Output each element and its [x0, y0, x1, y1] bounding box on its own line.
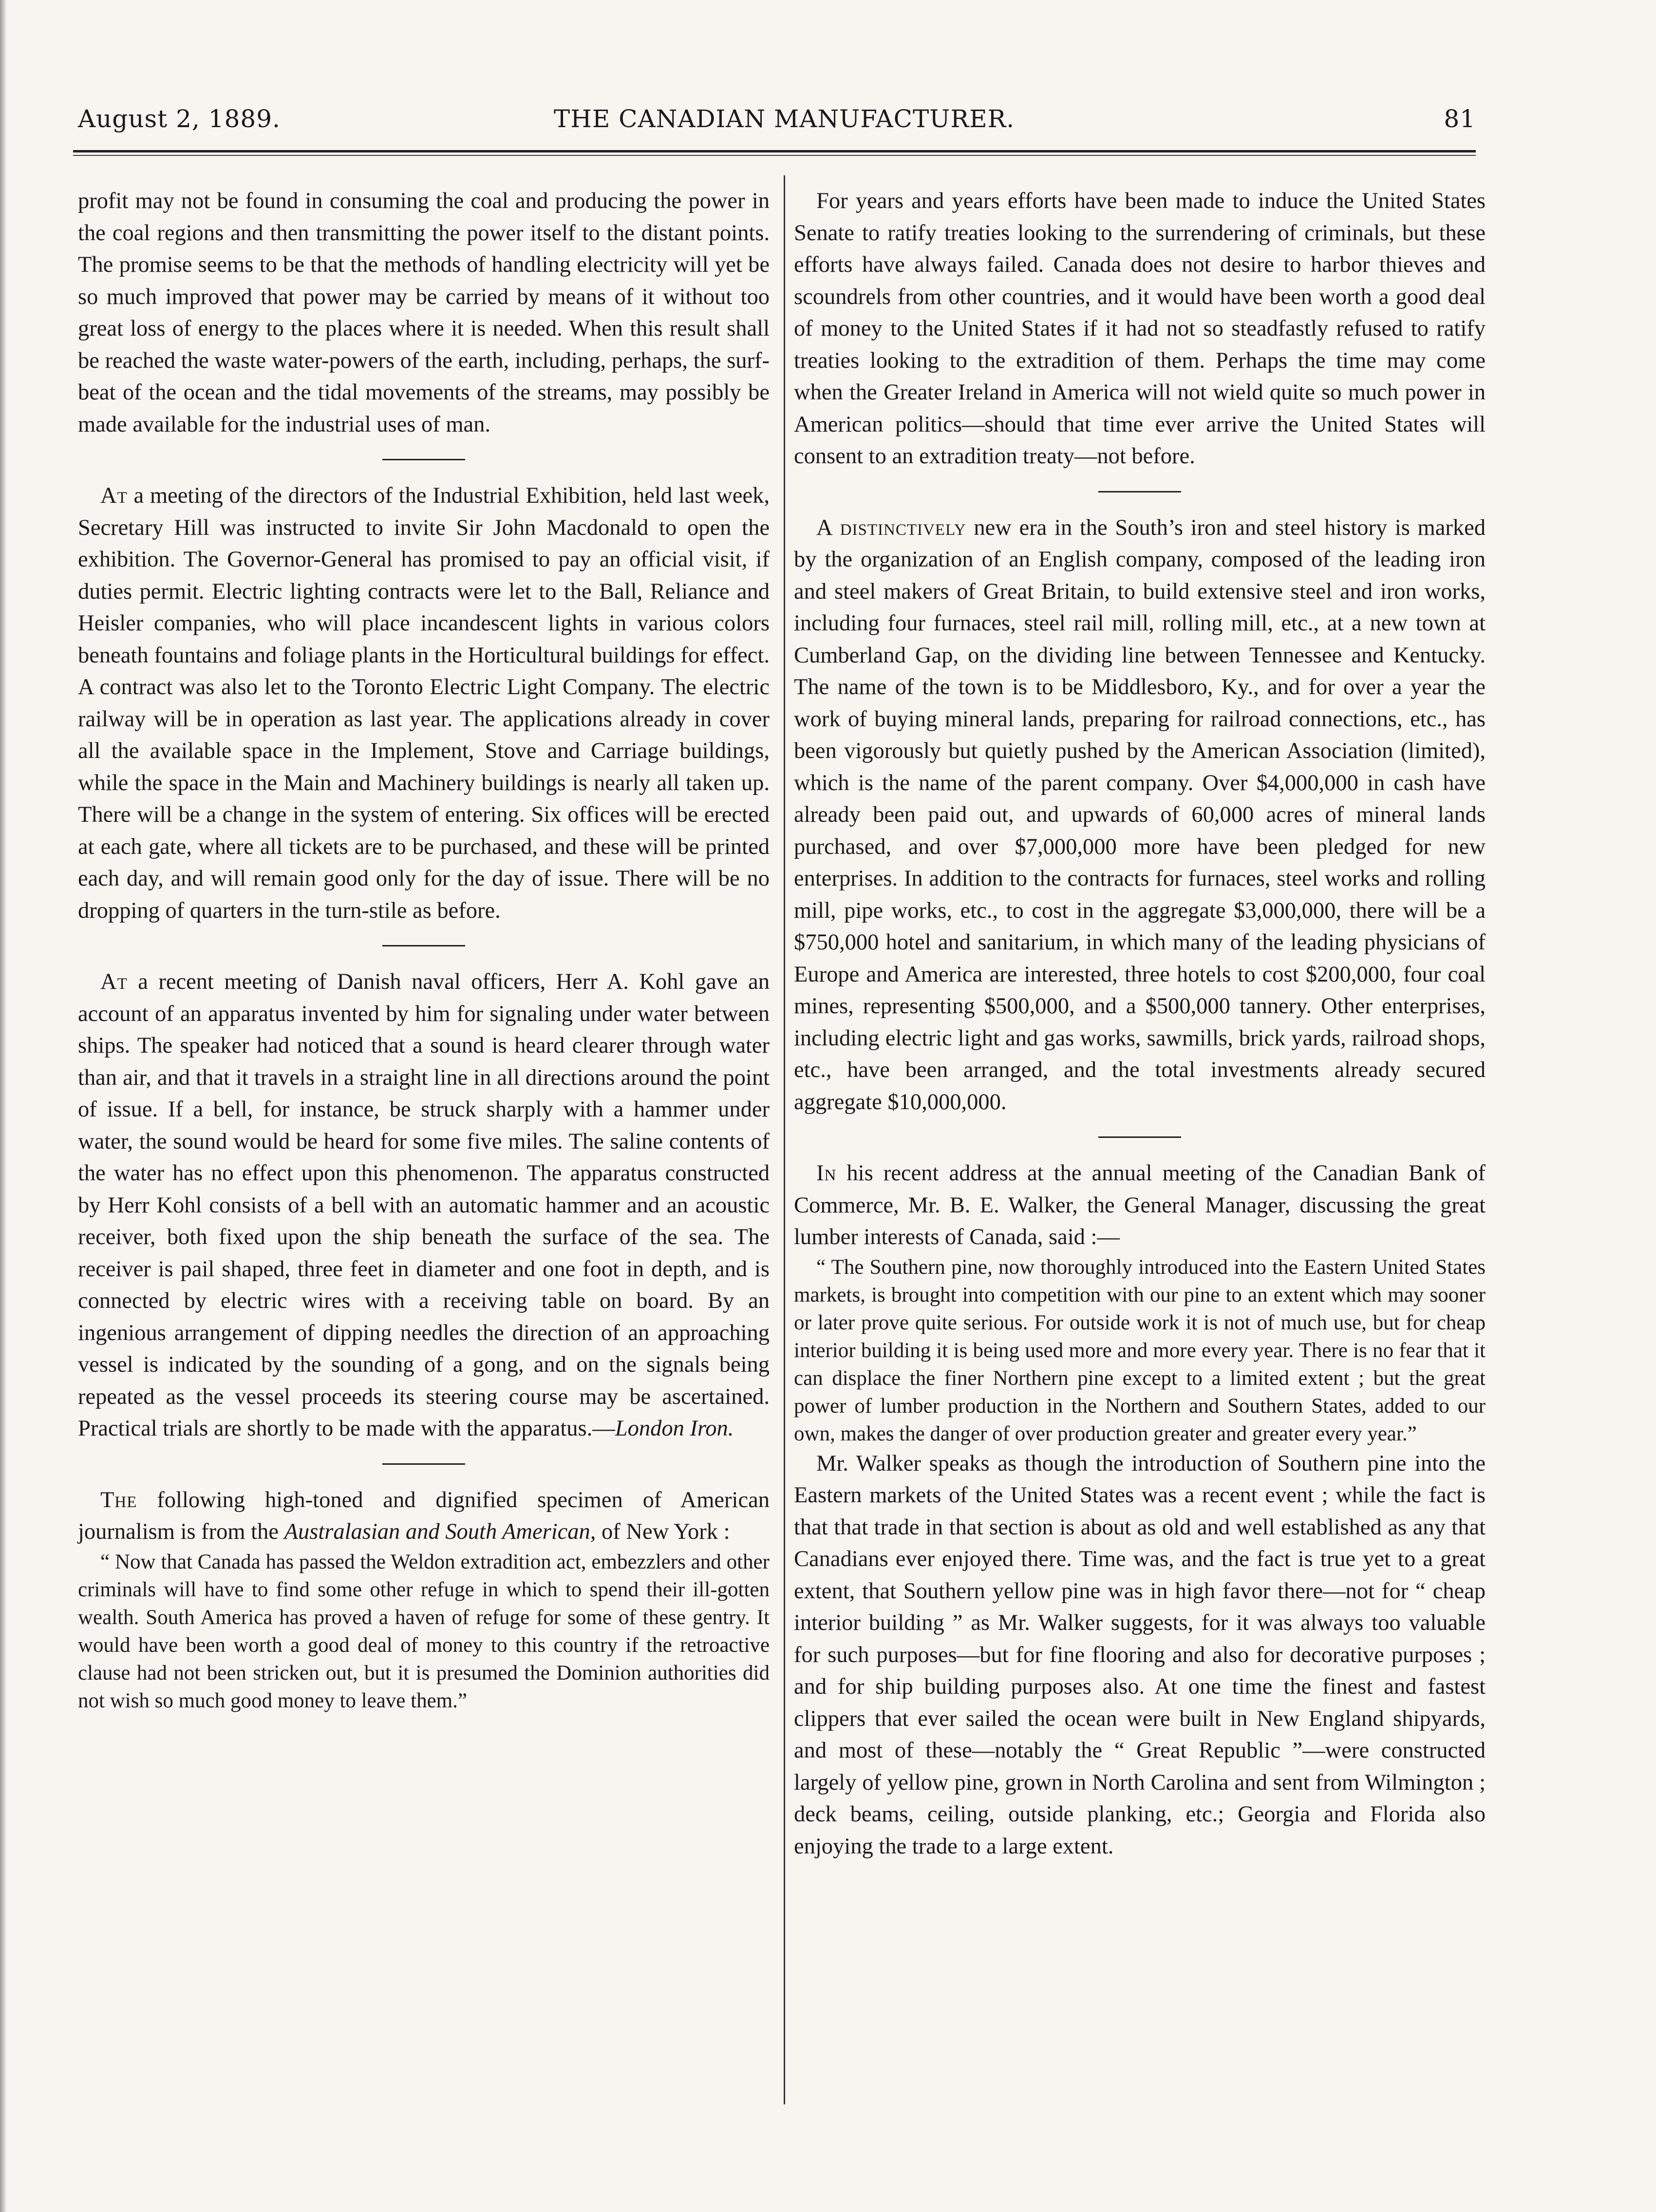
issue-date: August 2, 1889.: [78, 105, 281, 133]
lead-word: In: [816, 1161, 837, 1186]
publication-title: THE CANADIAN MANUFACTURER.: [553, 105, 1015, 133]
article-lumber-interests: [794, 1157, 1486, 1253]
article-industrial-exhibition: [78, 480, 770, 926]
page-number: 81: [1444, 105, 1476, 133]
column-divider: [784, 175, 785, 2104]
masthead: [78, 105, 1476, 144]
section-separator: [382, 945, 465, 946]
publication-name: Australasian and South American,: [284, 1519, 596, 1544]
page-edge-shadow: [0, 0, 7, 2212]
article-body: a meeting of the directors of the Industrial Exhibition, held last week, Secretary Hill was instructed to invite Sir John Macdonald to open the exhibition. The Governor-General has promised to pay an official visit, if duties permit. Electric lighting contracts were let to the Ball, Reliance and Heisler companies, who will place incandescent lights in various colors beneath fountains and foliage plants in the Horticultural buildings for effect. A contract was also let to the Toronto Electric Light Company. The electric railway will be in operation as last year. The applications already in cover all the available space in the Implement, Stove and Carriage buildings, while the space in the Main and Machinery buildings is nearly all taken up. There will be a change in the system of entering. Six offices will be erected at each gate, where all tickets are to be purchased, and these will be printed each day, and will remain good only for the day of issue. There will be no dropping of quarters in the turn-stile as before.: [78, 483, 770, 923]
article-body: of New York :: [596, 1519, 730, 1544]
left-column: [78, 185, 770, 1715]
article-body: following high-toned and dignified specimen of American journalism is from the: [78, 1487, 770, 1544]
lead-word: A distinctively: [816, 515, 966, 540]
lead-word: At: [100, 969, 128, 994]
article-southern-pine-commentary: Mr. Walker speaks as though the introduction of Southern pine into the Eastern markets of the United States was a recent event ; while the fact is that that trade in that section is about as old and well established as any that Canadians ever enjoyed there. Time was, and the fact is true yet to a great extent, that Southern yellow pine was in high favor there—not for “ cheap interior building ” as Mr. Walker suggests, for it was always too valuable for such purposes—but for fine flooring and also for decorative purposes ; and for ship building purposes also. At one time the finest and fastest clippers that ever sailed the ocean were built in New England shipyards, and most of these—notably the “ Great Republic ”—were constructed largely of yellow pine, grown in North Carolina and sent from Wilmington ; deck beams, ceiling, outside planking, etc.; Georgia and Florida also enjoying the trade to a large extent.: [794, 1451, 1486, 1859]
article-body: a recent meeting of Danish naval officers, Herr A. Kohl gave an account of an apparatus invented by him for signaling under water between ships. The speaker had noticed that a sound is heard clearer through water than air, and that it travels in a straight line in all directions around the point of issue. If a bell, for instance, be struck sharply with a hammer under water, the sound would be heard for some five miles. The saline contents of the water has no effect upon this phenomenon. The apparatus constructed by Herr Kohl consists of a bell with an automatic hammer and an acoustic receiver, both fixed upon the ship beneath the surface of the sea. The receiver is pail shaped, three feet in diameter and one foot in depth, and is connected by electric wires with a receiving table on board. By an ingenious arrangement of dipping needles the direction of an approaching vessel is indicated by the sounding of a gong, and on the signals being repeated as the vessel proceeds its steering course may be ascertained. Practical trials are shortly to be made with the apparatus.—: [78, 969, 770, 1441]
header-rule-thick: [73, 150, 1476, 152]
article-extradition-treaties: For years and years efforts have been made to induce the United States Senate to ratify treaties looking to the surrendering of criminals, but these efforts have always failed. Canada does not desire to harbor thieves and scoundrels from other countries, and it would have been worth a good deal of money to the United States if it had not so steadfastly refused to ratify treaties looking to the extradition of them. Perhaps the time may come when the Greater Ireland in America will not wield quite so much power in American politics—should that time ever arrive the United States will consent to an extradition treaty—not before.: [794, 189, 1486, 469]
article-electricity-power: profit may not be found in consuming the coal and producing the power in the coal regions and then transmitting the power itself to the distant points. The promise seems to be that the methods of handling electricity will yet be so much improved that power may be carried by means of it without too great loss of energy to the places where it is needed. When this result shall be reached the waste water-powers of the earth, including, perhaps, the surf-beat of the ocean and the tidal movements of the streams, may possibly be made available for the industrial uses of man.: [78, 189, 770, 437]
article-body: new era in the South’s iron and steel history is marked by the organization of an English company, composed of the leading iron and steel makers of Great Britain, to build extensive steel and iron works, including four furnaces, steel rail mill, rolling mill, etc., at a new town at Cumberland Gap, on the dividing line between Tennessee and Kentucky. The name of the town is to be Middlesboro, Ky., and for over a year the work of buying mineral lands, preparing for railroad connections, etc., has been vigorously but quietly pushed by the American Association (limited), which is the name of the parent company. Over $4,000,000 in cash have already been paid out, and upwards of 60,000 acres of mineral lands purchased, and over $7,000,000 more have been pledged for new enterprises. In addition to the contracts for furnaces, steel works and rolling mill, pipe works, etc., to cost in the aggregate $3,000,000, there will be a $750,000 hotel and sanitarium, in which many of the leading physicians of Europe and America are interested, three hotels to cost $200,000, four coal mines, representing $500,000, and a $500,000 tannery. Other enterprises, including electric light and gas works, sawmills, brick yards, railroad shops, etc., have been arranged, and the total investments already secured aggregate $10,000,000.: [794, 515, 1486, 1115]
quoted-passage: “ The Southern pine, now thoroughly introduced into the Eastern United States markets, is brought into competition with our pine to an extent which may sooner or later prove quite serious. For outside work it is not of much use, but for cheap interior building it is being used more and more every year. There is no fear that it can displace the finer Northern pine except to a limited extent ; but the great power of lumber production in the Northern and Southern States, added to our own, makes the danger of over production greater and greater every year.”: [794, 1255, 1486, 1445]
section-separator: [382, 459, 465, 460]
header-rule-thin: [73, 155, 1476, 156]
article-southern-iron-steel: [794, 512, 1486, 1118]
article-source: London Iron.: [615, 1416, 734, 1441]
right-column: [794, 185, 1486, 1862]
article-underwater-signaling: [78, 966, 770, 1445]
lead-word: At: [100, 483, 128, 508]
section-separator: [382, 1463, 465, 1465]
article-american-journalism: [78, 1484, 770, 1548]
article-body: his recent address at the annual meeting of the Canadian Bank of Commerce, Mr. B. E. Walker, the General Manager, discussing the great lumber interests of Canada, said :—: [794, 1161, 1486, 1249]
lead-word: The: [100, 1487, 137, 1512]
section-separator: [1098, 491, 1181, 492]
quoted-passage: “ Now that Canada has passed the Weldon extradition act, embezzlers and other criminals will have to find some other refuge in which to spend their ill-gotten wealth. South America has proved a haven of refuge for some of these gentry. It would have been worth a good deal of money to this country if the retroactive clause had not been stricken out, but it is presumed the Dominion authorities did not wish so much good money to leave them.”: [78, 1550, 770, 1712]
section-separator: [1098, 1136, 1181, 1138]
